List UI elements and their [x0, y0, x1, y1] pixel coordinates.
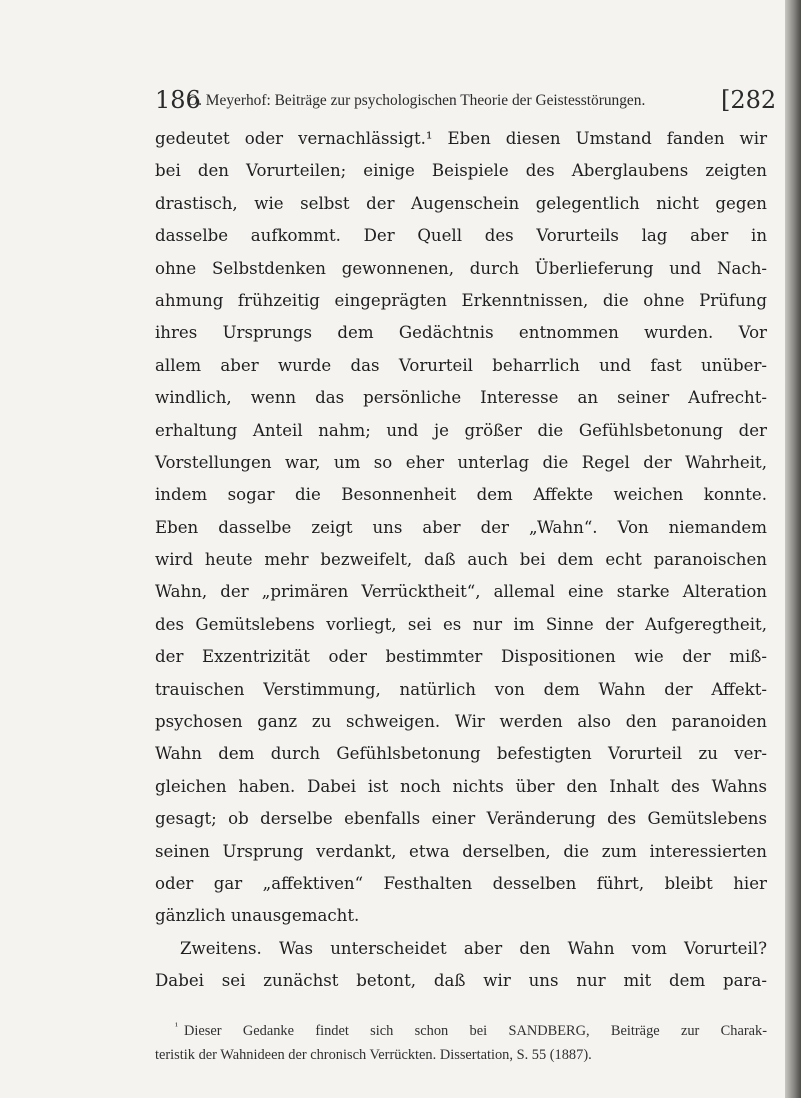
text-line: allem aber wurde das Vorurteil beharrlich und fast unüber-: [155, 355, 767, 375]
text-line: gesagt; ob derselbe ebenfalls einer Veränderung des Gemütslebens: [155, 809, 767, 829]
page-header: [155, 86, 775, 116]
text-line: der Exzentrizität oder bestimmter Dispositionen wie der miß-: [155, 647, 767, 667]
footnote-text: Dieser Gedanke findet sich schon bei SANDBERG, Beiträge zur Charak-: [184, 1023, 767, 1039]
text-line: Wahn, der „primären Verrücktheit“, allemal eine starke Alteration: [155, 582, 767, 602]
text-line: Wahn dem durch Gefühlsbetonung befestigten Vorurteil zu ver-: [155, 744, 767, 764]
text-line: des Gemütslebens vorliegt, sei es nur im Sinne der Aufgeregtheit,: [155, 614, 767, 634]
footnote-line: [155, 1019, 767, 1043]
paragraph-end-line: gänzlich unausgemacht.: [155, 906, 360, 926]
text-line: gedeutet oder vernachlässigt.¹ Eben diesen Umstand fanden wir: [155, 129, 767, 148]
text-line: windlich, wenn das persönliche Interesse an seiner Aufrecht-: [155, 388, 767, 408]
text-line: oder gar „affektiven“ Festhalten desselben führt, bleibt hier: [155, 873, 767, 893]
text-line: indem sogar die Besonnenheit dem Affekte weichen konnte.: [155, 485, 767, 505]
text-line: Eben dasselbe zeigt uns aber der „Wahn“. Von niemandem: [155, 517, 767, 537]
binding-edge: [785, 0, 801, 1098]
text-line: wird heute mehr bezweifelt, daß auch bei dem echt paranoischen: [155, 550, 767, 570]
text-line: seinen Ursprung verdankt, etwa derselben, die zum interessierten: [155, 841, 767, 861]
original-page-reference: [282: [721, 86, 777, 114]
page-number: 186: [155, 86, 201, 114]
footnote-marker: ¹: [175, 1021, 178, 1033]
text-line: erhaltung Anteil nahm; und je größer die Gefühlsbetonung der: [155, 420, 767, 440]
text-line: Dabei sei zunächst betont, daß wir uns nur mit dem para-: [155, 971, 767, 991]
text-line: ihres Ursprungs dem Gedächtnis entnommen wurden. Vor: [155, 323, 767, 343]
text-line: dasselbe aufkommt. Der Quell des Vorurteils lag aber in: [155, 226, 767, 246]
text-line: Zweitens. Was unterscheidet aber den Wahn vom Vorurteil?: [180, 938, 767, 958]
footnote: [155, 1019, 767, 1067]
footnote-line: teristik der Wahnideen der chronisch Verrückten. Dissertation, S. 55 (1887).: [155, 1047, 592, 1063]
text-line: bei den Vorurteilen; einige Beispiele des Aberglaubens zeigten: [155, 161, 767, 181]
body-text: [155, 123, 767, 998]
text-line: Vorstellungen war, um so eher unterlag die Regel der Wahrheit,: [155, 452, 767, 472]
text-line: psychosen ganz zu schweigen. Wir werden also den paranoiden: [155, 712, 767, 732]
text-line: ohne Selbstdenken gewonnenen, durch Überlieferung und Nach-: [155, 258, 767, 278]
text-line: ahmung frühzeitig eingeprägten Erkenntnissen, die ohne Prüfung: [155, 290, 767, 310]
text-line: drastisch, wie selbst der Augenschein gelegentlich nicht gegen: [155, 193, 767, 213]
running-title: O. Meyerhof: Beiträge zur psychologischen Theorie der Geistesstörungen.: [187, 92, 646, 109]
text-line: gleichen haben. Dabei ist noch nichts über den Inhalt des Wahns: [155, 776, 767, 796]
text-line: trauischen Verstimmung, natürlich von dem Wahn der Affekt-: [155, 679, 767, 699]
